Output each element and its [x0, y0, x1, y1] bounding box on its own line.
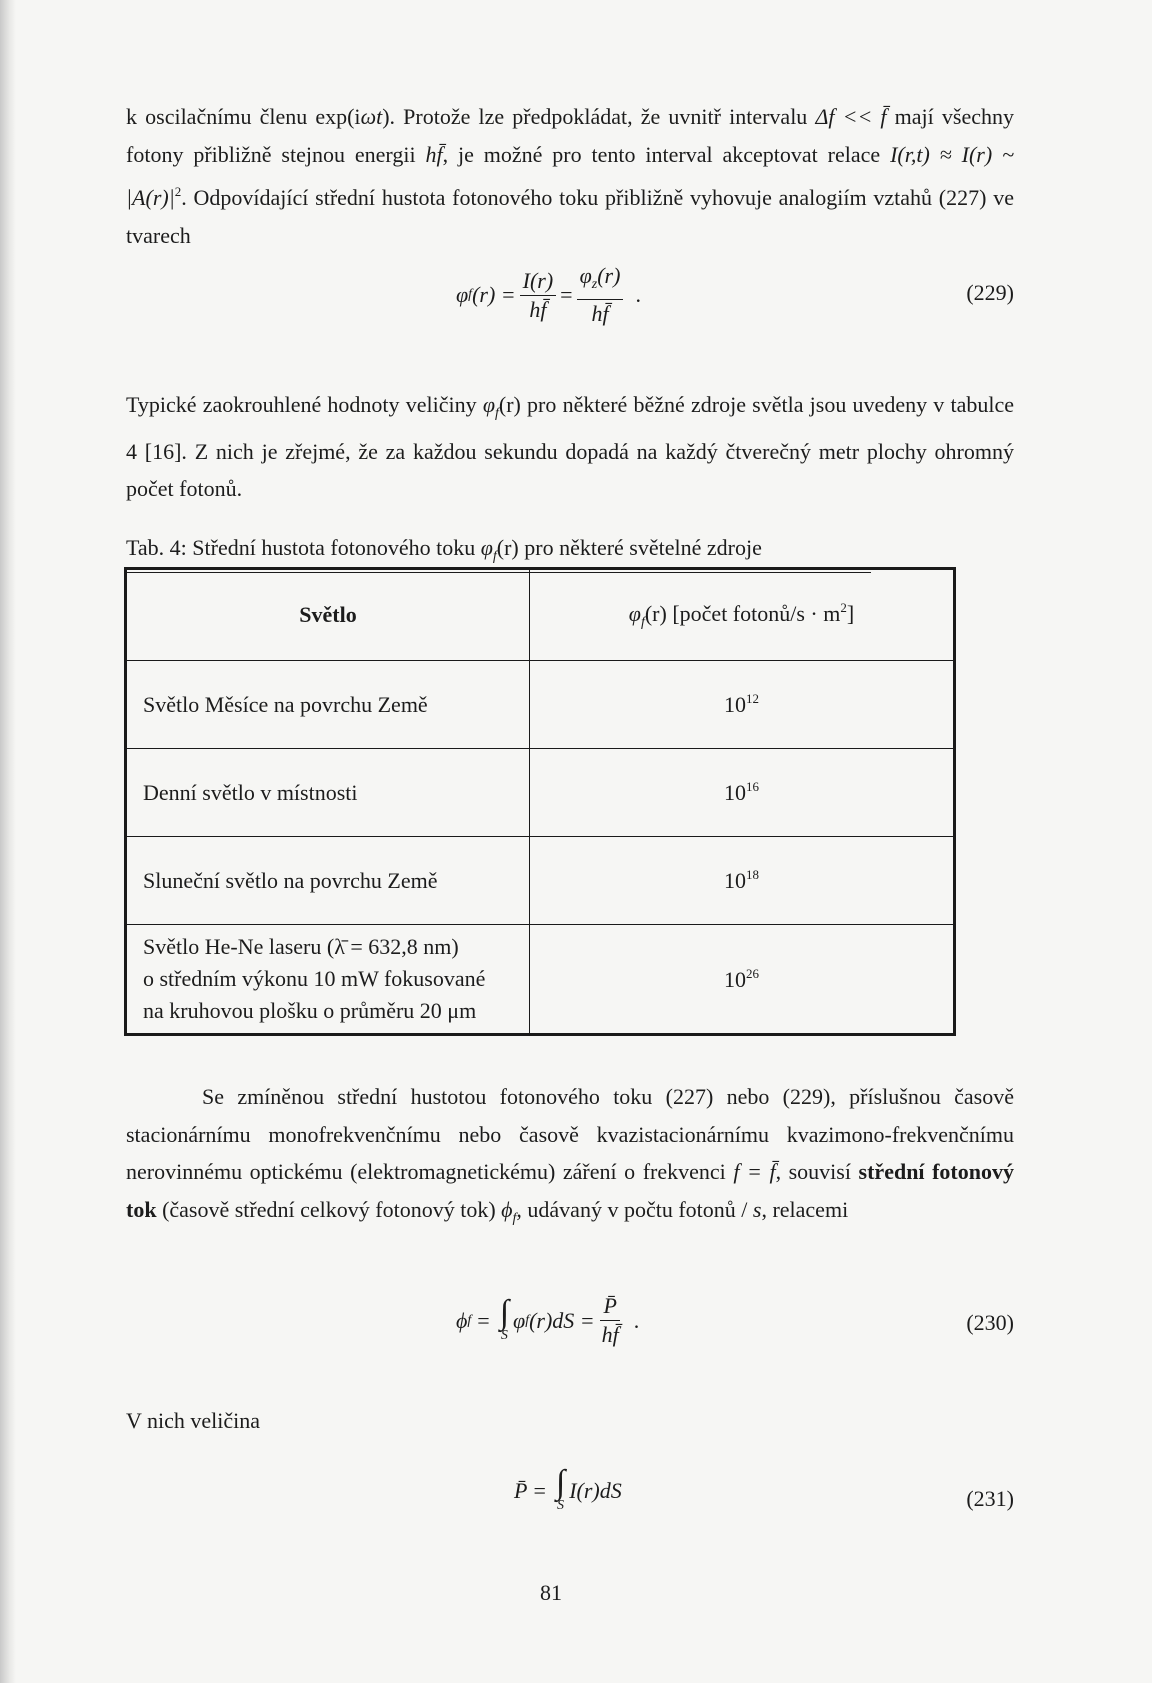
- fraction: [520, 267, 557, 324]
- paragraph-intro: [126, 98, 1014, 254]
- equals-sign: =: [560, 282, 573, 307]
- bold-term: střední fotonový tok: [126, 1159, 1014, 1222]
- text: Se zmíněnou střední hustotou fotonového toku (227) nebo (229), příslušnou časově stacionárnímu monofrekvenčnímu nebo časově kvazistacionárnímu kvazimono-frekvenčnímu nerovinnému optickému (elektromagnetickému) záření o frekvenci: [126, 1084, 1014, 1184]
- math-arg: (r)dS =: [529, 1307, 595, 1333]
- superscript: 2: [840, 599, 847, 615]
- subscript: f: [512, 1210, 517, 1226]
- row-line: o středním výkonu 10 mW fokusované: [143, 966, 486, 991]
- equation-number: (229): [966, 280, 1014, 305]
- subscript: f: [492, 549, 497, 564]
- text: mají všechny fotony přibližně stejnou energii: [126, 104, 1014, 167]
- integral-domain: S: [557, 1498, 565, 1513]
- base: 10: [724, 692, 746, 717]
- subscript: f: [467, 1312, 472, 1328]
- period: .: [633, 1307, 640, 1333]
- math-arg: (r): [496, 535, 519, 560]
- math-phi: φ: [482, 392, 495, 417]
- row-light-name: Denní světlo v místnosti: [126, 749, 530, 837]
- math-phi: ϕ: [456, 1307, 468, 1333]
- text: ). Protože lze předpokládat, že uvnitř intervalu: [382, 104, 816, 129]
- math-s: s: [752, 1196, 762, 1222]
- row-value: [530, 837, 955, 925]
- text: (časově střední celkový fotonový tok): [156, 1196, 502, 1222]
- period: .: [635, 282, 641, 307]
- table-row: [126, 749, 955, 837]
- text: pro některé běžné zdroje světla jsou uvedeny v tabulce 4 [16]. Z nich je zřejmé, že za každou sekundu dopadá na každý čtverečný metr plochy ohromný počet fotonů.: [126, 392, 1014, 501]
- math-phi: φ: [579, 263, 592, 288]
- fraction: [577, 262, 624, 328]
- subscript: f: [640, 614, 645, 630]
- subscript: f: [468, 287, 473, 302]
- text: ]: [846, 600, 855, 626]
- math-hf: hf̄: [425, 141, 443, 167]
- math-relation: I(r,t) ≈ I(r) ~ |A(r)|: [126, 141, 1014, 210]
- table-row: [126, 925, 955, 1035]
- row-line: na kruhovou plošku o průměru 20 μm: [143, 998, 477, 1023]
- math-phi: φ: [456, 282, 469, 307]
- denominator: hf̄: [601, 1322, 619, 1347]
- math-phi: φ: [480, 535, 493, 560]
- text: k oscilačnímu členu exp(i: [126, 104, 361, 129]
- integral-sign: [555, 1464, 566, 1514]
- text: , relacemi: [761, 1196, 849, 1222]
- equation-230: [126, 1292, 1014, 1362]
- text: (r) [počet fotonů/s · m: [644, 600, 841, 626]
- numerator: P̄: [600, 1292, 619, 1321]
- photon-flux-table: [124, 567, 956, 1036]
- scan-edge-shadow: [0, 0, 16, 1683]
- numerator: [577, 262, 624, 300]
- superscript: 2: [174, 184, 182, 199]
- text: . Odpovídající střední hustota fotonového toku přibližně vyhovuje analogiím vztahů (227) ve tvarech: [126, 185, 1014, 248]
- text: , udávaný v počtu fotonů /: [516, 1196, 753, 1222]
- integral-symbol: ∫: [499, 1293, 510, 1331]
- equation-number: (230): [966, 1310, 1014, 1335]
- header-flux-density: [530, 569, 955, 661]
- base: 10: [724, 966, 746, 992]
- text: , souvisí: [775, 1159, 859, 1184]
- exponent: 16: [746, 779, 759, 794]
- integrand: I(r)dS: [569, 1478, 622, 1503]
- text: V nich veličina: [126, 1408, 260, 1433]
- exponent: 18: [746, 867, 759, 882]
- denominator: hf̄: [591, 301, 609, 326]
- row-light-name: [126, 925, 530, 1035]
- paragraph-typical-values: [126, 386, 1014, 508]
- math-arg: (r): [498, 392, 521, 417]
- row-value: [530, 749, 955, 837]
- row-light-name: Sluneční světlo na povrchu Země: [126, 837, 530, 925]
- exponent: 26: [746, 965, 759, 981]
- math-phi: ϕ: [501, 1196, 513, 1222]
- text: Tab. 4: Střední hustota fotonového toku: [126, 535, 481, 560]
- exponent: 12: [746, 691, 759, 706]
- paragraph-quantity: [126, 1402, 1014, 1440]
- text: , je možné pro tento interval akceptovat relace: [442, 141, 891, 167]
- base: 10: [724, 780, 746, 805]
- math-phi: φ: [513, 1307, 526, 1333]
- equals-sign: =: [477, 1307, 490, 1333]
- denominator: hf̄: [529, 296, 547, 322]
- row-light-name: Světlo Měsíce na povrchu Země: [126, 661, 530, 749]
- integral-symbol: ∫: [555, 1464, 566, 1501]
- math-arg: (r): [597, 263, 621, 288]
- math-arg: (r) =: [472, 282, 516, 307]
- fraction: [599, 1292, 622, 1349]
- page-number: 81: [540, 1580, 562, 1605]
- equation-229: [126, 262, 1014, 332]
- equation-number: (231): [966, 1486, 1014, 1511]
- table-row: [126, 661, 955, 749]
- math-interval: Δf << f̄: [815, 104, 887, 129]
- text: pro některé světelné zdroje: [518, 535, 762, 560]
- equals-sign: =: [533, 1478, 546, 1503]
- base: 10: [724, 868, 746, 893]
- math-p-bar: P̄: [514, 1478, 528, 1503]
- paragraph-mean-flux: [126, 1078, 1014, 1237]
- row-value: [530, 925, 955, 1035]
- table-header-row: [126, 569, 955, 661]
- header-light: Světlo: [126, 569, 530, 661]
- integral-domain: S: [500, 1327, 508, 1343]
- numerator: I(r): [520, 267, 557, 296]
- table-row: [126, 837, 955, 925]
- integral-sign: [499, 1293, 510, 1344]
- row-value: [530, 661, 955, 749]
- text: Typické zaokrouhlené hodnoty veličiny: [126, 392, 483, 417]
- row-line: Světlo He-Ne laseru (λ̄ = 632,8 nm): [143, 934, 459, 959]
- math-omega-t: ωt: [360, 104, 383, 129]
- subscript: z: [591, 277, 598, 292]
- equation-231: [126, 1464, 1014, 1538]
- math-f: f = f̄: [733, 1159, 776, 1184]
- subscript: f: [494, 406, 499, 421]
- math-phi: φ: [628, 600, 641, 626]
- subscript: f: [525, 1312, 530, 1328]
